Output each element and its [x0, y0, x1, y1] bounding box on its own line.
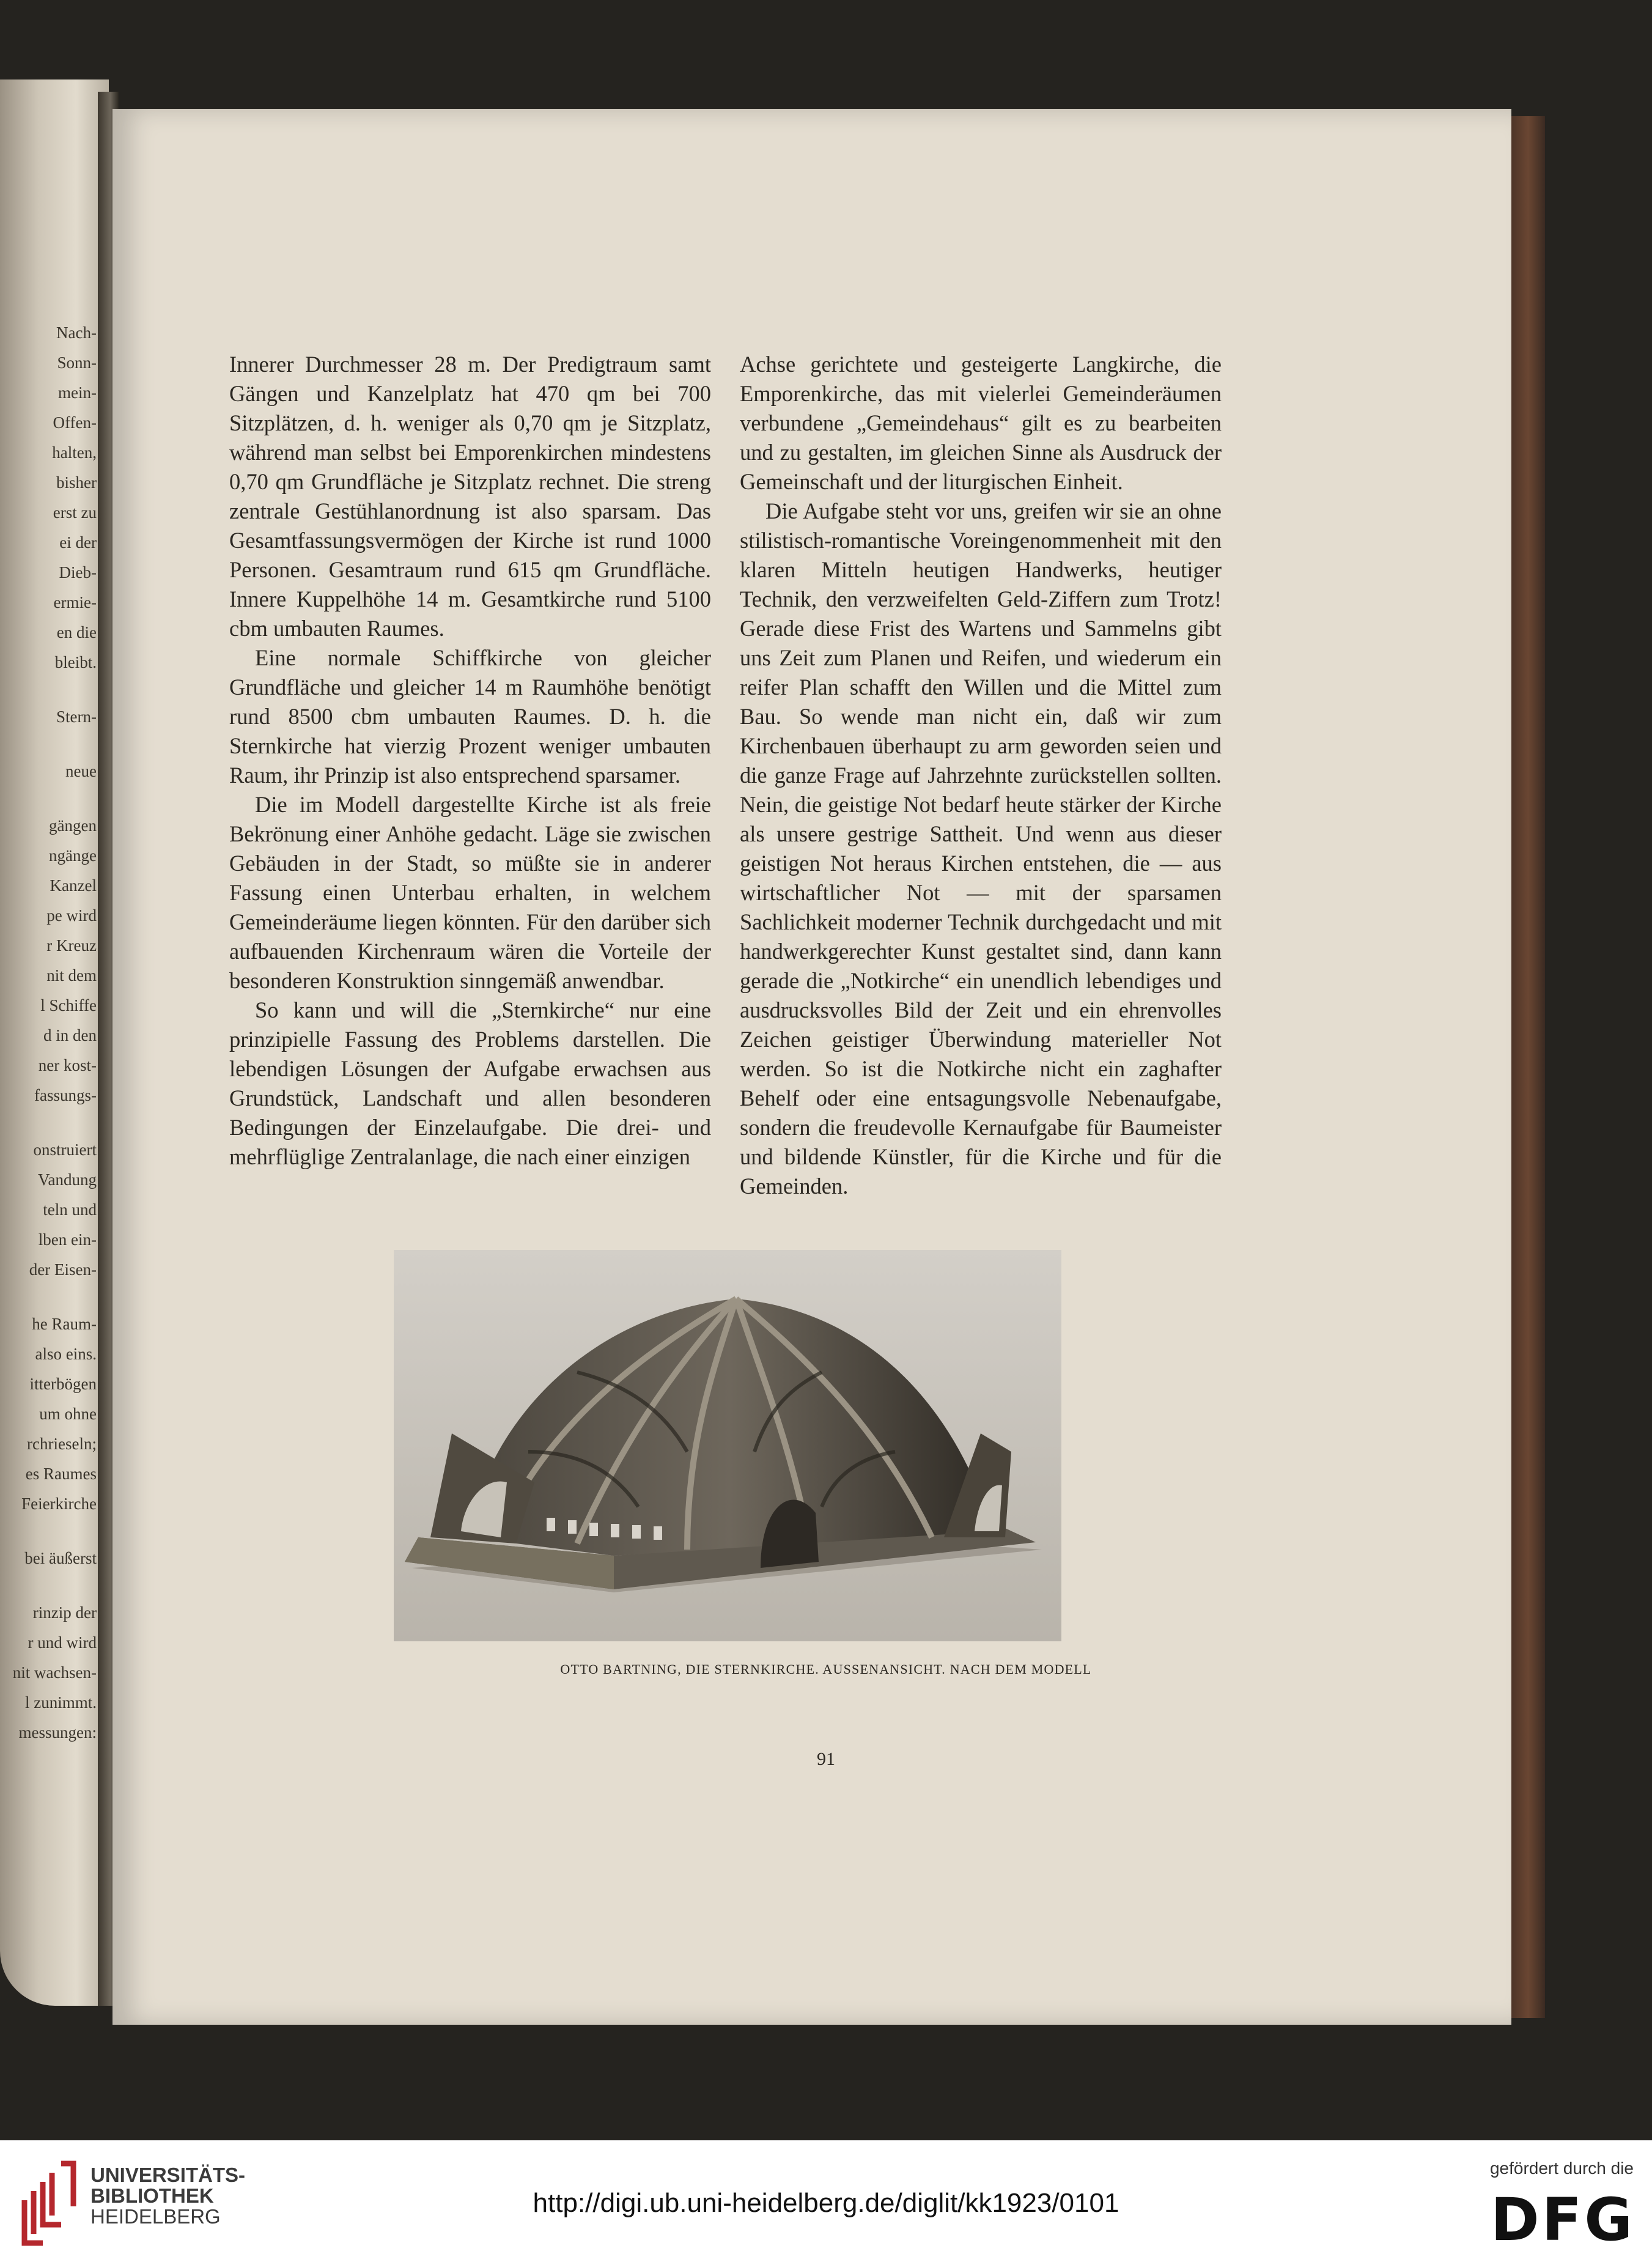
previous-page-line: Nach-	[56, 323, 97, 342]
previous-page-line: Sonn-	[57, 353, 97, 372]
previous-page-line: um ohne	[39, 1405, 97, 1423]
previous-page-line: fassungs-	[34, 1086, 97, 1104]
previous-page-line: Stern-	[56, 708, 97, 726]
previous-page-line: rinzip der	[32, 1603, 97, 1622]
paragraph: Die im Modell dargestellte Kirche ist als freie Bekrönung einer Anhöhe gedacht. Läge sie zwischen Gebäuden in der Stadt, so müßte sie in anderer Fassung einen Unterbau erhalten, in welchem Gemeinderäume liegen könnten. Für den darüber sich aufbauenden Kirchenraum wären die Vorteile der besonderen Konstruktion sinngemäß anwendbar.	[229, 792, 711, 993]
previous-page-line: r und wird	[28, 1633, 97, 1652]
previous-page-line: Offen-	[53, 413, 97, 432]
previous-page-line: nit dem	[46, 966, 97, 985]
previous-page-line: ner kost-	[38, 1056, 97, 1074]
text-column-right	[740, 350, 1222, 1201]
previous-page-line: also eins.	[35, 1345, 97, 1363]
previous-page-line: bisher	[56, 473, 97, 492]
previous-page-line: halten,	[52, 443, 97, 462]
paragraph: Innerer Durchmesser 28 m. Der Predigtraum samt Gängen und Kanzelplatz hat 470 qm bei 700 Sitzplätzen, d. h. weniger als 0,70 qm je Sitzplatz, während man selbst bei Emporenkirchen mindestens 0,70 qm Grundfläche je Sitzplatz rechnet. Die streng zentrale Gestühlanordnung ist also sparsam. Das Gesamtfassungsvermögen der Kirche ist rund 1000 Personen. Gesamtraum rund 615 qm Grundfläche. Innere Kuppelhöhe 14 m. Gesamtkirche rund 5100 cbm umbauten Raumes.	[229, 352, 711, 641]
previous-page-line: bei äußerst	[24, 1549, 97, 1567]
text-column-left	[229, 350, 711, 1172]
previous-page-line: lben ein-	[38, 1230, 97, 1249]
previous-page-line: nit wachsen-	[12, 1663, 97, 1682]
previous-page-line	[0, 1519, 109, 1543]
previous-page-line: ei der	[59, 533, 97, 552]
book-cover-edge	[1511, 116, 1545, 2018]
previous-page-line: teln und	[43, 1200, 97, 1219]
previous-page-line: Kanzel	[50, 876, 97, 895]
previous-page-line	[0, 786, 109, 811]
paragraph: Eine normale Schiffkirche von gleicher Grundfläche und gleicher 14 m Raumhöhe benötigt rund 8500 cbm umbauten Raumes. D. h. die Sternkirche hat vierzig Prozent weniger umbauten Raum, ihr Prinzip ist also entsprechend sparsamer.	[229, 645, 711, 788]
figure-caption: OTTO BARTNING, DIE STERNKIRCHE. AUSSENANSICHT. NACH DEM MODELL	[560, 1661, 1092, 1677]
previous-page-line: r Kreuz	[46, 936, 97, 955]
previous-page-line	[0, 678, 109, 702]
previous-page-line: rchrieseln;	[27, 1435, 97, 1453]
library-line-1: UNIVERSITÄTS-	[90, 2164, 246, 2186]
previous-page-line: Dieb-	[59, 563, 97, 582]
previous-page-text	[0, 318, 109, 1748]
previous-page-line: gängen	[49, 816, 97, 835]
previous-page-line: onstruiert	[33, 1140, 97, 1159]
previous-page-line: mein-	[58, 383, 97, 402]
previous-page-line: pe wird	[46, 906, 97, 925]
church-model-photo	[394, 1250, 1061, 1641]
dfg-logo-icon[interactable]: DFG	[1490, 2186, 1635, 2254]
previous-page-line: he Raum-	[32, 1315, 97, 1333]
previous-page-line: erst zu	[53, 503, 97, 522]
page-number: 91	[817, 1749, 835, 1769]
funding-label: gefördert durch die	[1489, 2159, 1634, 2178]
previous-page-line	[0, 1285, 109, 1309]
previous-page-line: bleibt.	[54, 653, 97, 671]
page-url-link[interactable]: http://digi.ub.uni-heidelberg.de/diglit/kk1923/0101	[533, 2188, 1119, 2218]
previous-page-line: der Eisen-	[29, 1260, 97, 1279]
previous-page-line: ngänge	[49, 846, 97, 865]
previous-page-line	[0, 1111, 109, 1135]
previous-page-edge	[0, 79, 109, 2006]
paragraph: Achse gerichtete und gesteigerte Langkirche, die Emporenkirche, das mit vielerlei Gemeinderäumen verbundene „Gemeindehaus“ gilt es zu bearbeiten und zu gestalten, im gleichen Sinne als Ausdruck der Gemeinschaft und der liturgischen Einheit.	[740, 352, 1222, 494]
library-line-2: BIBLIOTHEK	[90, 2184, 214, 2207]
library-line-3: HEIDELBERG	[90, 2205, 221, 2228]
previous-page-line: es Raumes	[25, 1465, 97, 1483]
previous-page-line	[0, 732, 109, 756]
previous-page-line: en die	[56, 623, 97, 641]
previous-page-line: itterbögen	[29, 1375, 97, 1393]
previous-page-line: neue	[65, 762, 97, 780]
footer-bar	[0, 2140, 1652, 2262]
paragraph: Die Aufgabe steht vor uns, greifen wir sie an ohne stilistisch-romantische Voreingenommenheit mit den klaren Mitteln heutigen Handwerks, heutiger Technik, den verzweifelten Geld-Ziffern zum Trotz! Gerade diese Frist des Wartens und Sammelns gibt uns Zeit zum Planen und Reifen, und wiederum ein reifer Plan schafft den Willen und die Mittel zum Bau. So wende man nicht ein, daß wir zum Kirchenbauen überhaupt zu arm geworden seien und die ganze Frage auf Jahrzehnte zurückstellen sollten. Nein, die geistige Not bedarf heute stärker der Kirche als unsere gestrige Sattheit. Und wenn aus dieser geistigen Not heraus Kirchen entstehen, die — aus wirtschaftlicher Not — mit der sparsamen Sachlichkeit moderner Technik durchgedacht und mit handwerkgerechter Kunst gestaltet sind, dann kann gerade die „Notkirche“ ein unendlich lebendiges und ausdrucksvolles Bild der Zeit und ein ehrenvolles Zeichen geistiger Überwindung materieller Not werden. So ist die Notkirche nicht ein zaghafter Behelf oder eine entsagungsvolle Nebenaufgabe, sondern die freudevolle Kernaufgabe für Baumeister und bildende Künstler, für die Kirche und für die Gemeinden.	[740, 498, 1222, 1199]
previous-page-line: l zunimmt.	[25, 1693, 97, 1712]
previous-page-line	[0, 1573, 109, 1598]
previous-page-line: Vandung	[38, 1170, 97, 1189]
previous-page-line: Feierkirche	[21, 1495, 97, 1513]
previous-page-line: messungen:	[18, 1723, 97, 1742]
previous-page-line: ermie-	[53, 593, 97, 612]
previous-page-line: d in den	[43, 1026, 97, 1044]
previous-page-line: l Schiffe	[40, 996, 97, 1015]
paragraph: So kann und will die „Sternkirche“ nur eine prinzipielle Fassung des Problems darstellen. Die lebendigen Lösungen der Aufgabe erwachsen aus Grundstück, Landschaft und allen besonderen Bedingungen der Einzelaufgabe. Die drei- und mehrflüglige Zentralanlage, die nach einer einzigen	[229, 997, 711, 1169]
